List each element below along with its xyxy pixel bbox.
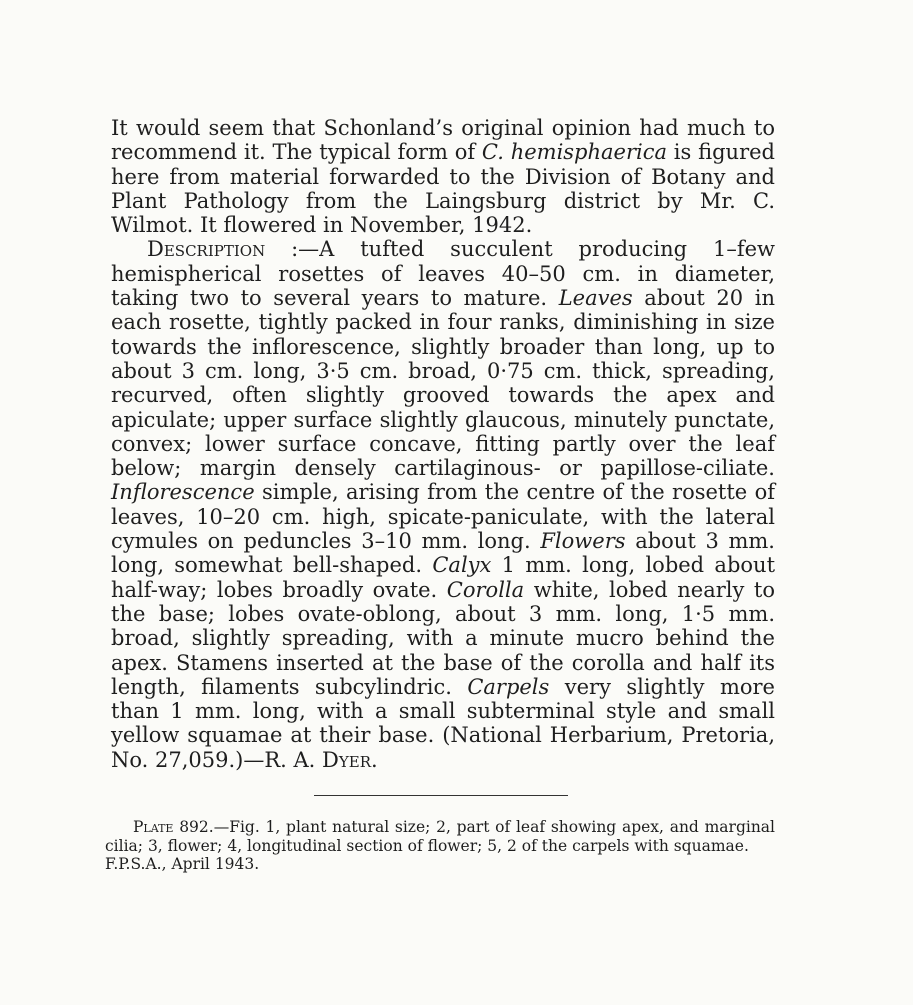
text-run: white, lobed nearly to the base; lobes ovate-oblong, about 3 mm. long, 1·5 mm. broad, slightly spreading, with a minute mucro behind the apex. Stamens inserted at the base of the corolla and half its length, filaments subcylindric. xyxy=(111,577,775,699)
plate-caption xyxy=(105,818,775,874)
text-run: It would seem that Schonland’s original opinion had much to recommend it. The typical form of xyxy=(111,116,775,165)
plate-caption-text xyxy=(105,818,775,855)
text-run: 892.—Fig. 1, plant natural size; 2, part of leaf showing apex, and marginal cilia; 3, flower; 4, longitudinal section of flower; 5, 2 of the carpels with squamae. xyxy=(105,818,775,855)
section-divider xyxy=(314,795,568,796)
paragraph-intro xyxy=(111,116,775,237)
small-caps-text: Description xyxy=(147,237,266,262)
text-run: :—A tufted succulent producing 1–few hemispherical rosettes of leaves 40–50 cm. in diameter, taking two to several years to mature. xyxy=(111,237,775,311)
italic-term: Carpels xyxy=(467,674,550,699)
text-run: about 20 in each rosette, tightly packed in four ranks, diminishing in size towards the inflorescence, slightly broader than long, up to about 3 cm. long, 3·5 cm. broad, 0·75 cm. thick, spreading, recurved, often slightly grooved towards the apex and apiculate; upper surface slightly glaucous, minutely punctate, convex; lower surface concave, fitting partly over the leaf below; margin densely cartilaginous- or papillose-ciliate. xyxy=(111,286,775,481)
text-run: very slightly more than 1 mm. long, with a small subterminal style and small yellow squamae at their base. (National Herbarium, Pretoria, No. 27,059.)—R. A. xyxy=(111,674,775,772)
text-run: about 3 mm. long, somewhat bell-shaped. xyxy=(111,529,775,578)
italic-term: Corolla xyxy=(446,577,525,602)
italic-term: C. hemisphaerica xyxy=(481,140,668,165)
italic-term: Leaves xyxy=(558,286,633,311)
italic-term: Calyx xyxy=(432,553,492,578)
italic-term: Inflorescence xyxy=(111,480,255,505)
small-caps-text: Dyer. xyxy=(322,747,378,772)
publication-date: F.P.S.A., April 1943. xyxy=(105,855,260,873)
paragraph-description xyxy=(111,237,775,772)
article-body xyxy=(111,116,775,772)
small-caps-text: Plate xyxy=(133,818,174,836)
text-run: 1 mm. long, lobed about half-way; lobes broadly ovate. xyxy=(111,553,776,602)
text-run: simple, arising from the centre of the rosette of leaves, 10–20 cm. high, spicate-paniculate, with the lateral cymules on peduncles 3–10 mm. long. xyxy=(111,480,775,554)
italic-term: Flowers xyxy=(540,529,626,554)
text-run: is figured here from material forwarded to the Division of Botany and Plant Pathology from the Laingsburg district by Mr. C. Wilmot. It flowered in November, 1942. xyxy=(111,140,775,238)
